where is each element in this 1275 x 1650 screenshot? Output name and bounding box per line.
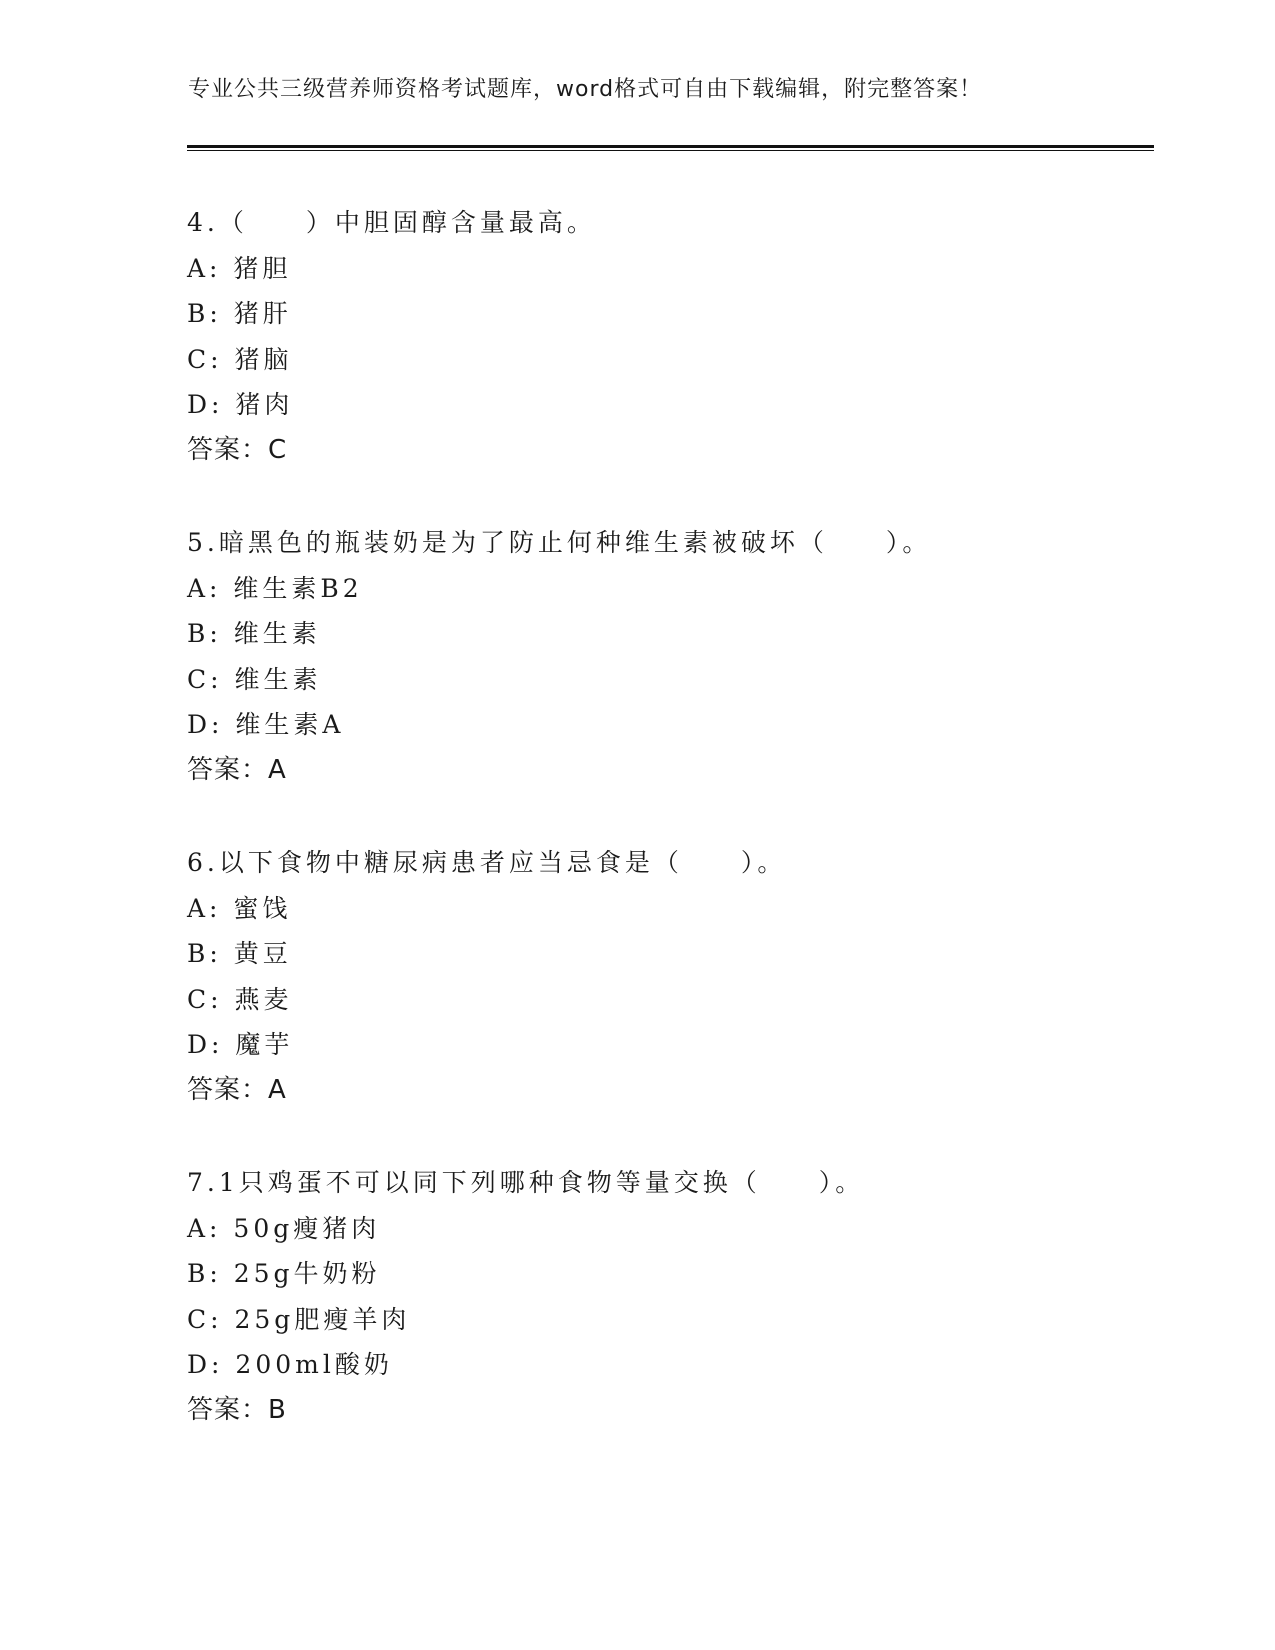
answer-line: 答案：B: [187, 1394, 287, 1425]
option-d: D: 维生素A: [187, 710, 345, 740]
option-b: B: 猪肝: [187, 299, 292, 329]
option-c: C: 维生素: [187, 664, 322, 694]
answer-line: 答案：C: [187, 434, 288, 465]
header-divider: [187, 145, 1154, 151]
question-item: [187, 1160, 1147, 1480]
option-b: B: 黄豆: [187, 939, 292, 969]
question-stem: 5.暗黑色的瓶装奶是为了防止何种维生素被破坏（ ）。: [187, 528, 932, 557]
question-item: [187, 520, 1147, 840]
option-c: C: 猪脑: [187, 344, 293, 374]
page-header: 专业公共三级营养师资格考试题库，word格式可自由下载编辑，附完整答案！: [188, 77, 983, 102]
option-a: A: 蜜饯: [187, 893, 292, 923]
option-d: D: 魔芋: [187, 1030, 294, 1060]
question-list: [187, 200, 1147, 1480]
option-b: B: 25g牛奶粉: [187, 1259, 381, 1289]
question-stem: 4.（ ）中胆固醇含量最高。: [187, 208, 596, 237]
option-a: A: 维生素B2: [187, 573, 363, 603]
option-a: A: 50g瘦猪肉: [187, 1213, 381, 1243]
option-d: D: 200ml酸奶: [187, 1350, 393, 1380]
answer-line: 答案：A: [187, 1074, 287, 1105]
option-b: B: 维生素: [187, 619, 321, 649]
question-item: [187, 200, 1147, 520]
option-c: C: 燕麦: [187, 984, 293, 1014]
question-item: [187, 840, 1147, 1160]
option-a: A: 猪胆: [187, 253, 292, 283]
option-d: D: 猪肉: [187, 390, 294, 420]
question-stem: 7.1只鸡蛋不可以同下列哪种食物等量交换（ ）。: [187, 1168, 865, 1197]
question-stem: 6.以下食物中糖尿病患者应当忌食是（ ）。: [187, 848, 787, 877]
answer-line: 答案：A: [187, 754, 287, 785]
option-c: C: 25g肥瘦羊肉: [187, 1304, 411, 1334]
